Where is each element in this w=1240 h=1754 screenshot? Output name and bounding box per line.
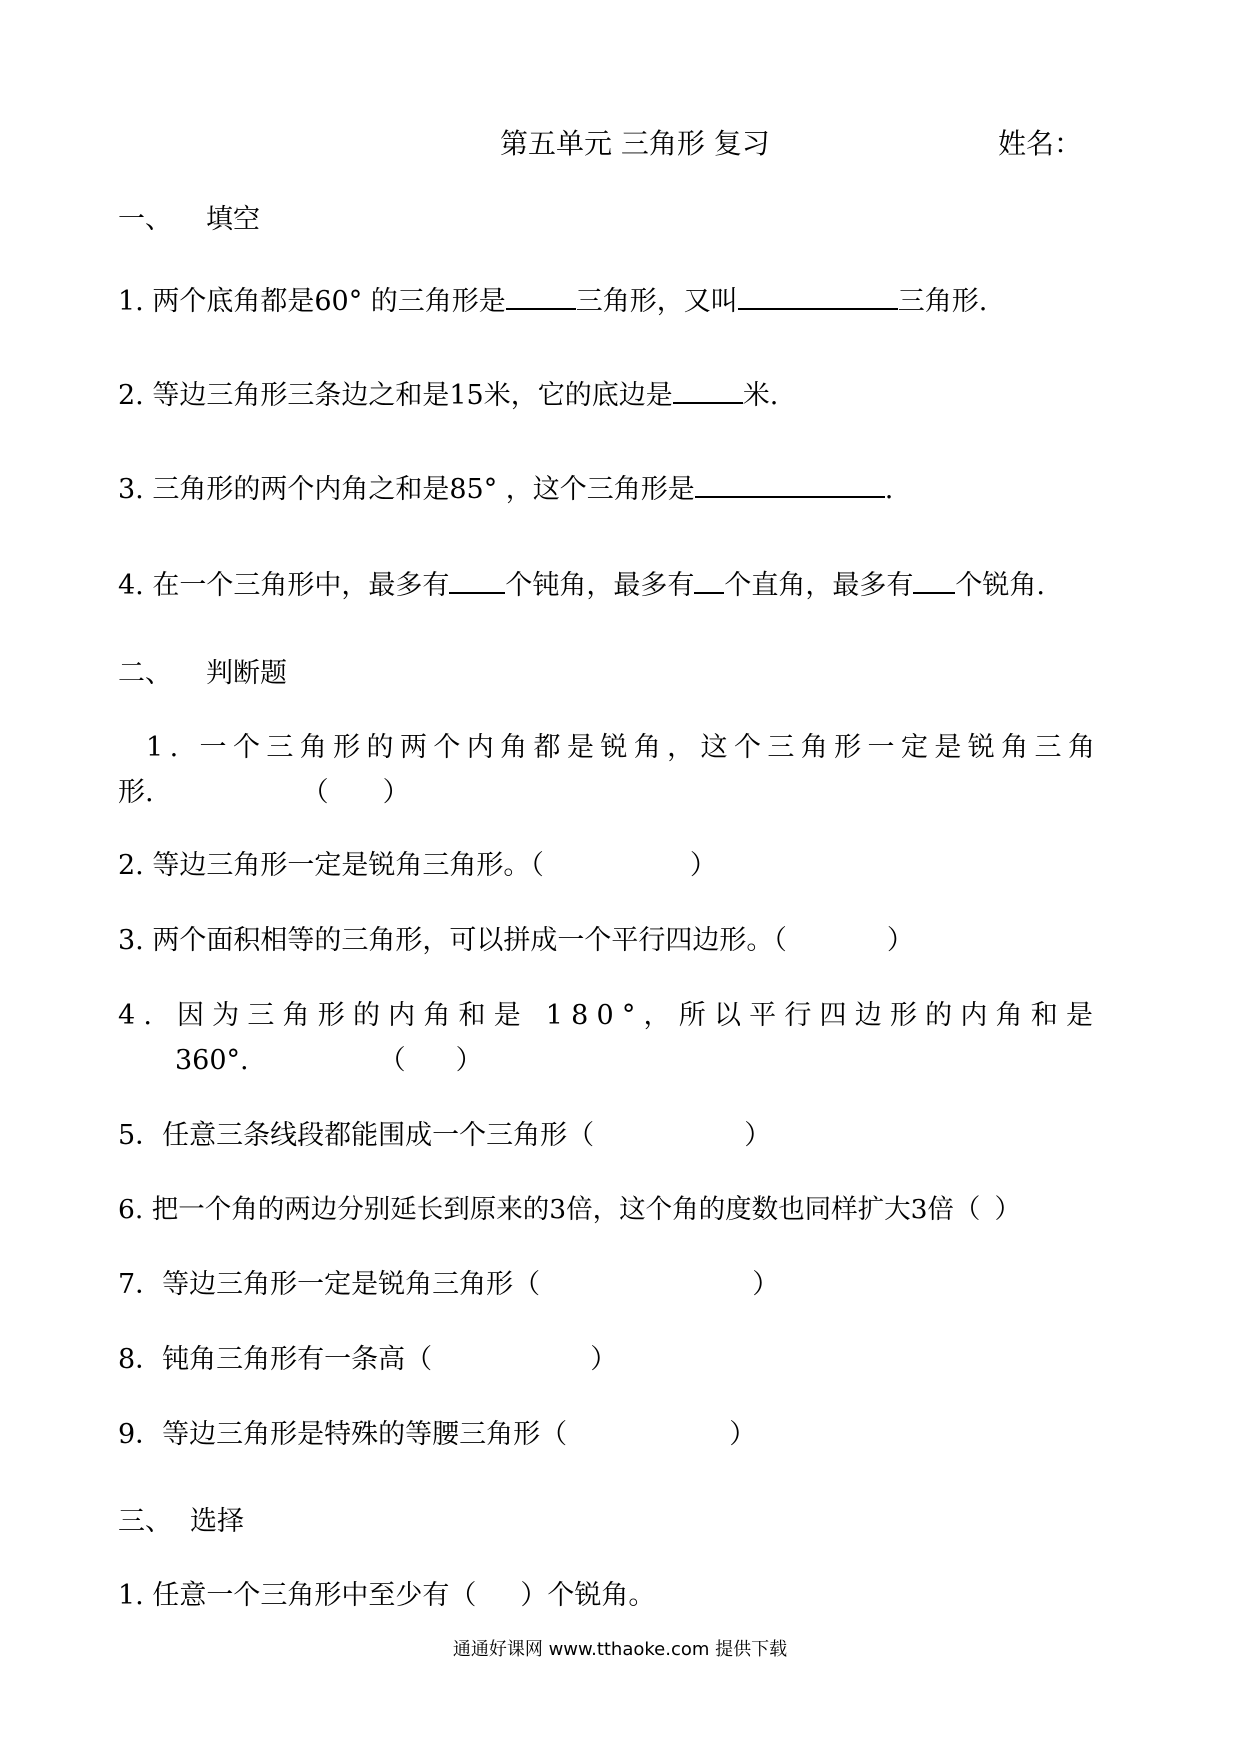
answer-blank[interactable] (694, 566, 724, 594)
judge-question-7: 7．等边三角形一定是锐角三角形（ ） (118, 1269, 780, 1300)
judge-question-5: 5．任意三条线段都能围成一个三角形（ ） (118, 1120, 772, 1151)
fill-question-2: 2. 等边三角形三条边之和是15米，它的底边是 米. (118, 376, 778, 414)
section-number: 三、 (118, 1506, 172, 1537)
answer-paren[interactable]: （ ） (378, 1045, 483, 1076)
section-number: 二、 (118, 658, 172, 689)
answer-blank[interactable] (506, 282, 576, 310)
answer-blank[interactable] (695, 470, 885, 498)
judge-question-1-cont: 形. （ ） (118, 777, 410, 808)
page-footer: 通通好课网 www.tthaoke.com 提供下载 (452, 1639, 788, 1660)
section-number: 一、 (118, 204, 172, 235)
answer-blank[interactable] (449, 566, 505, 594)
fill-question-1: 1. 两个底角都是60° 的三角形是 三角形，又叫 三角形. (118, 282, 987, 320)
section-fill-heading (118, 202, 260, 238)
answer-blank[interactable] (913, 566, 955, 594)
answer-paren[interactable]: （ ） (301, 777, 410, 808)
judge-question-1: 1. 一个三角形的两个内角都是锐角，这个三角形一定是锐角三角 (146, 732, 1102, 763)
answer-blank[interactable] (738, 282, 898, 310)
judge-question-9: 9．等边三角形是特殊的等腰三角形（ ） (118, 1419, 757, 1450)
section-judge-heading (118, 656, 287, 692)
choice-question-1: 1. 任意一个三角形中至少有（ ）个锐角。 (118, 1580, 656, 1611)
judge-question-3: 3. 两个面积相等的三角形，可以拼成一个平行四边形。（ ） (118, 925, 914, 956)
section-label: 选择 (190, 1506, 244, 1537)
judge-question-8: 8．钝角三角形有一条高（ ） (118, 1344, 618, 1375)
section-label: 填空 (206, 204, 260, 235)
fill-question-3: 3. 三角形的两个内角之和是85° ，这个三角形是 . (118, 470, 893, 508)
judge-question-4-cont: 360°. （ ） (175, 1045, 483, 1076)
name-label: 姓名： (998, 127, 1083, 160)
answer-blank[interactable] (673, 376, 743, 404)
judge-question-2: 2. 等边三角形一定是锐角三角形。（ ） (118, 850, 717, 881)
section-choice-heading (118, 1504, 244, 1540)
section-label: 判断题 (206, 658, 287, 689)
page-title: 第五单元 三角形 复习 (500, 127, 770, 160)
judge-question-4: 4. 因为三角形的内角和是 180°，所以平行四边形的内角和是 (118, 1000, 1102, 1031)
fill-question-4: 4. 在一个三角形中，最多有 个钝角，最多有 个直角，最多有 个锐角. (118, 566, 1045, 604)
judge-question-6: 6. 把一个角的两边分别延长到原来的3倍，这个角的度数也同样扩大3倍（ ） (118, 1194, 1021, 1225)
